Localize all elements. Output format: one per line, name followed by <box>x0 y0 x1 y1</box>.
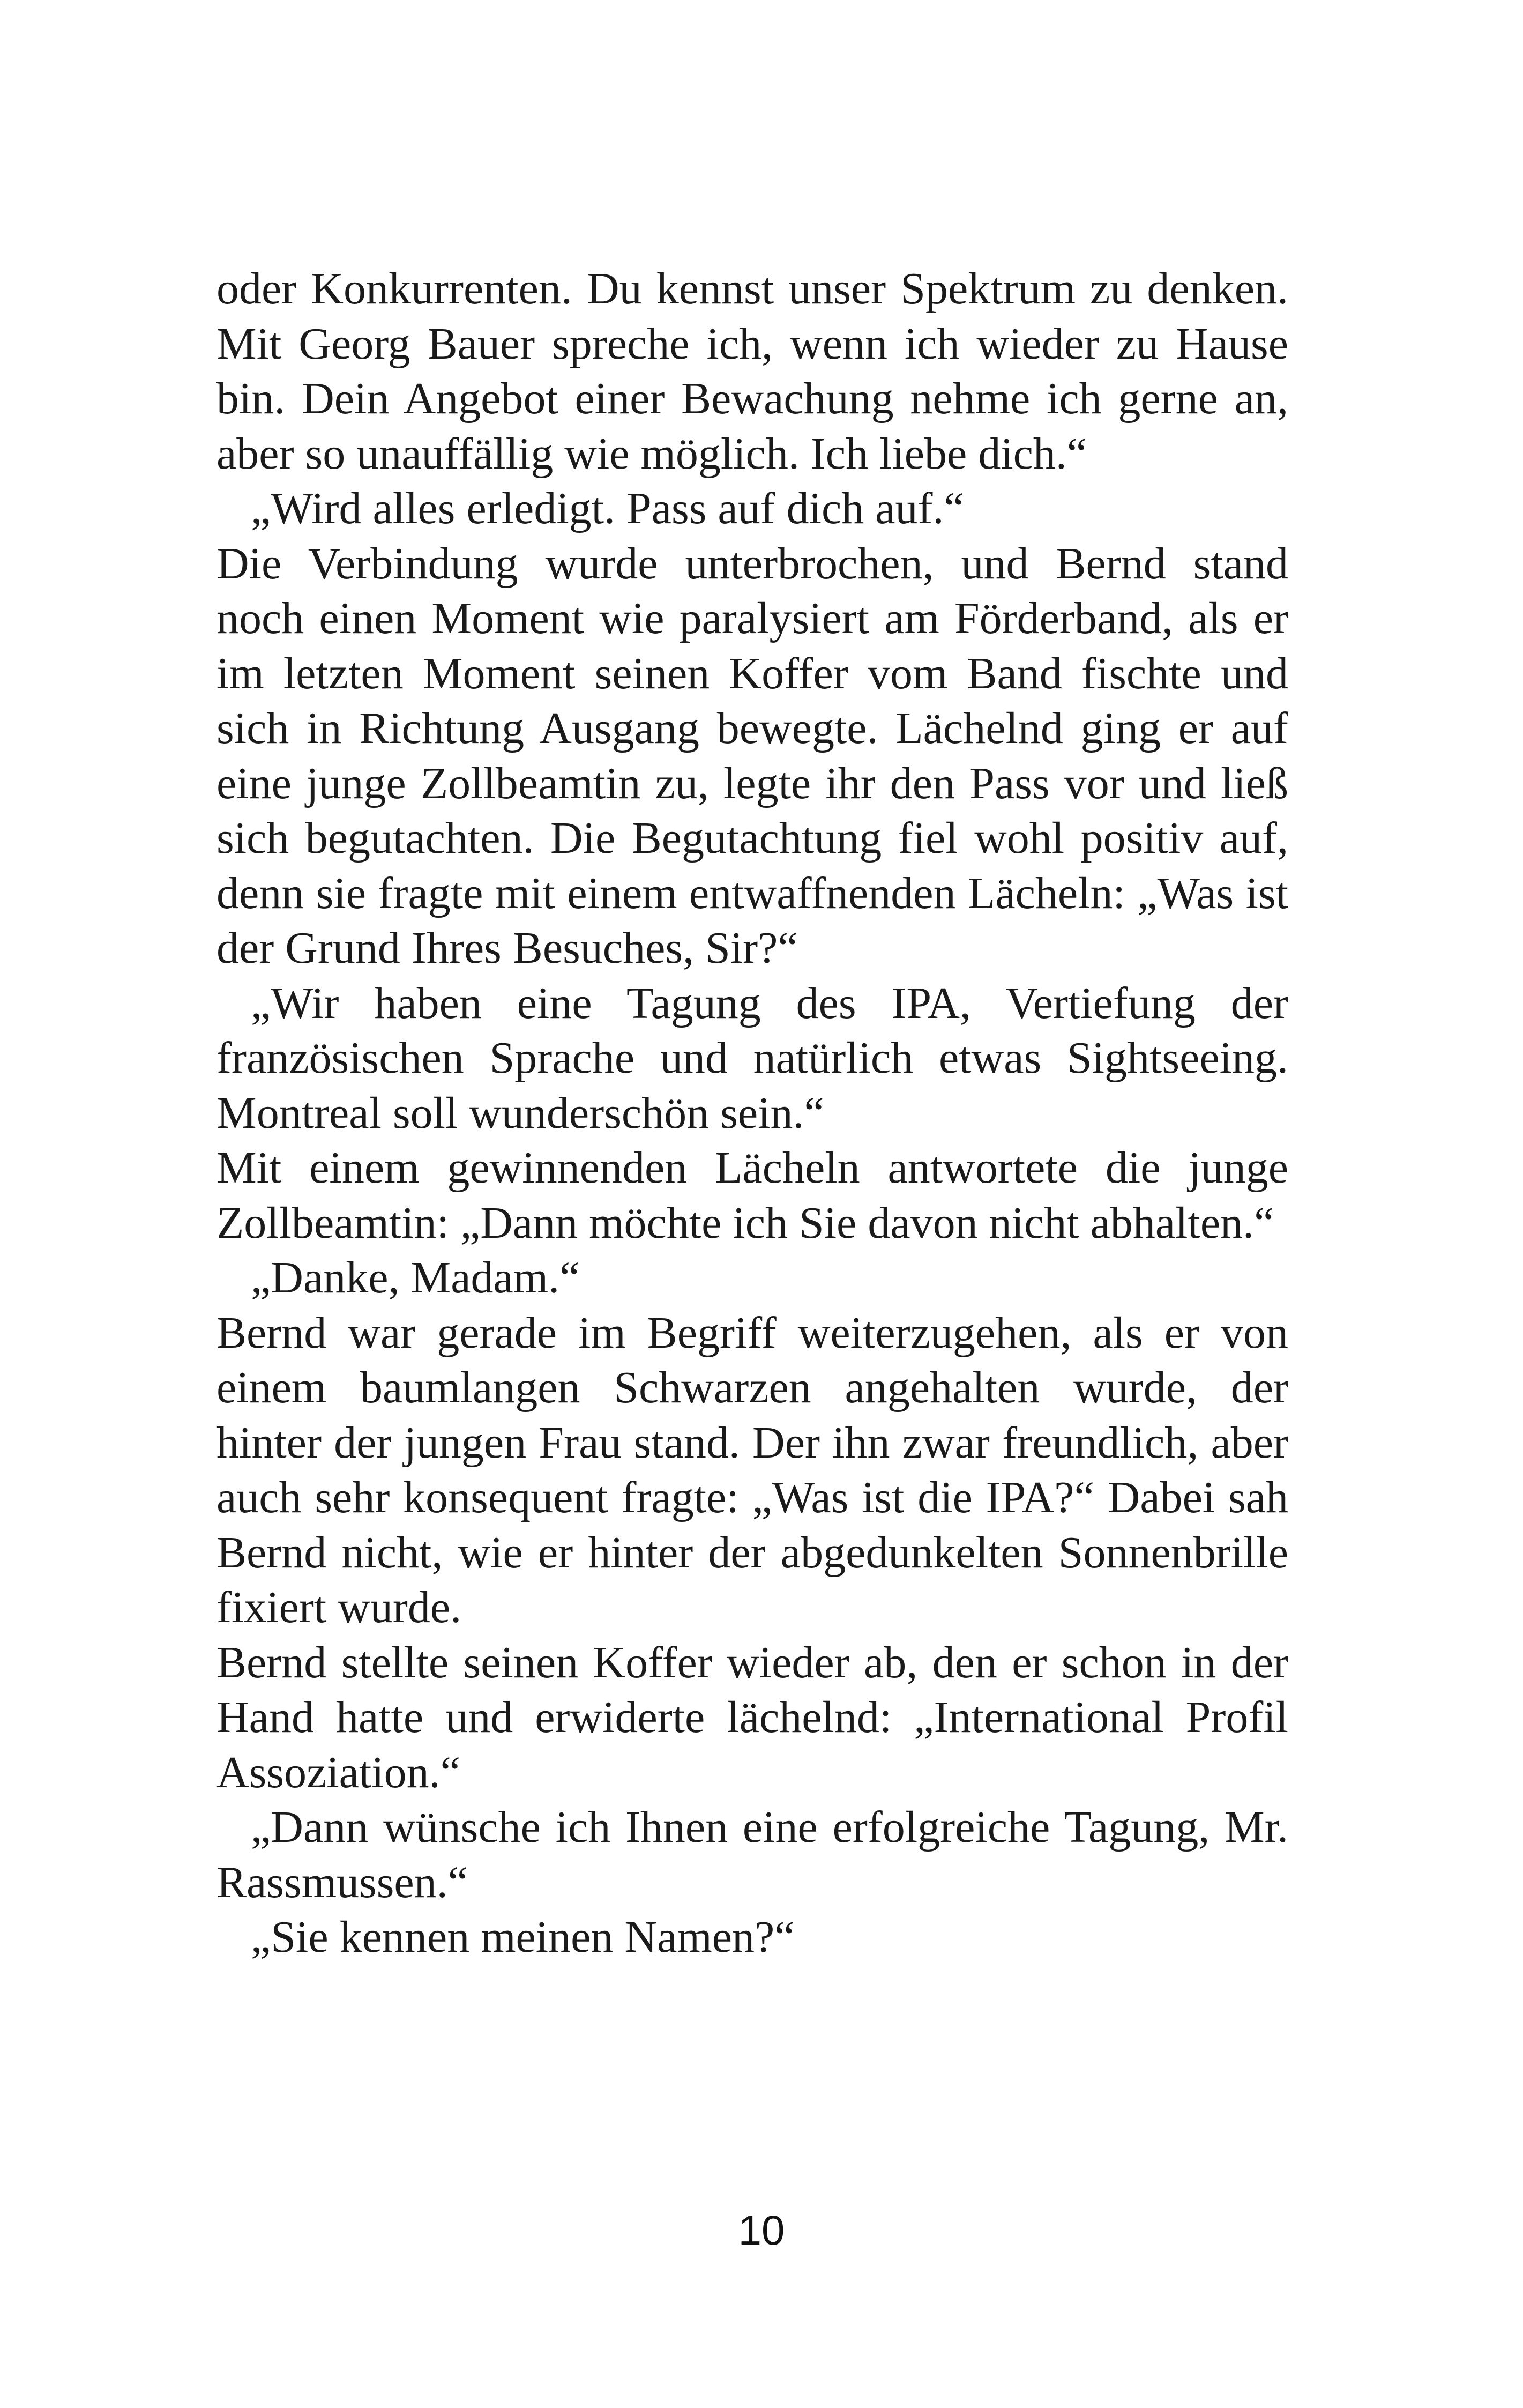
page-number: 10 <box>738 2206 785 2254</box>
paragraph-10: „Sie kennen meinen Namen?“ <box>251 1912 795 1962</box>
paragraph-9: „Dann wünsche ich Ihnen eine erfolgreiche Tagung, Mr. Rassmussen.“ <box>216 1802 1288 1907</box>
paragraph-5: Mit einem gewinnenden Lächeln antwortete die junge Zollbeamtin: „Dann möchte ich Sie davon nicht abhalten.“ <box>216 1143 1288 1248</box>
body-text <box>216 262 1288 1965</box>
paragraph-4: „Wir haben eine Tagung des IPA, Vertiefung der französischen Sprache und natürlich etwas Sightseeing. Montreal soll wunderschön sein.“ <box>216 978 1288 1138</box>
paragraph-6: „Danke, Madam.“ <box>251 1253 580 1303</box>
paragraph-3: Die Verbindung wurde unterbrochen, und Bernd stand noch einen Moment wie paralysiert am Förderband, als er im letzten Moment seinen Koffer vom Band fischte und sich in Richtung Ausgang bewegte. Lächelnd ging er auf eine junge Zollbeamtin zu, legte ihr den Pass vor und ließ sich begutachten. Die Begutachtung fiel wohl positiv auf, denn sie fragte mit einem entwaffnenden Lächeln: „Was ist der Grund Ihres Besuches, Sir?“ <box>216 538 1288 973</box>
paragraph-2: „Wird alles erledigt. Pass auf dich auf.“ <box>251 484 964 533</box>
paragraph-8: Bernd stellte seinen Koffer wieder ab, den er schon in der Hand hatte und erwiderte lächelnd: „International Profil Assoziation.“ <box>216 1637 1288 1797</box>
paragraph-7: Bernd war gerade im Begriff weiterzugehen, als er von einem baumlangen Schwarzen angehalten wurde, der hinter der jungen Frau stand. Der ihn zwar freundlich, aber auch sehr konsequent fragte: „Was ist die IPA?“ Dabei sah Bernd nicht, wie er hinter der abgedunkelten Sonnenbrille fixiert wurde. <box>216 1307 1288 1632</box>
paragraph-1: oder Konkurrenten. Du kennst unser Spektrum zu denken. Mit Georg Bauer spreche ich, wenn ich wieder zu Hause bin. Dein Angebot einer Bewachung nehme ich gerne an, aber so unauffällig wie möglich. Ich liebe dich.“ <box>216 264 1288 479</box>
